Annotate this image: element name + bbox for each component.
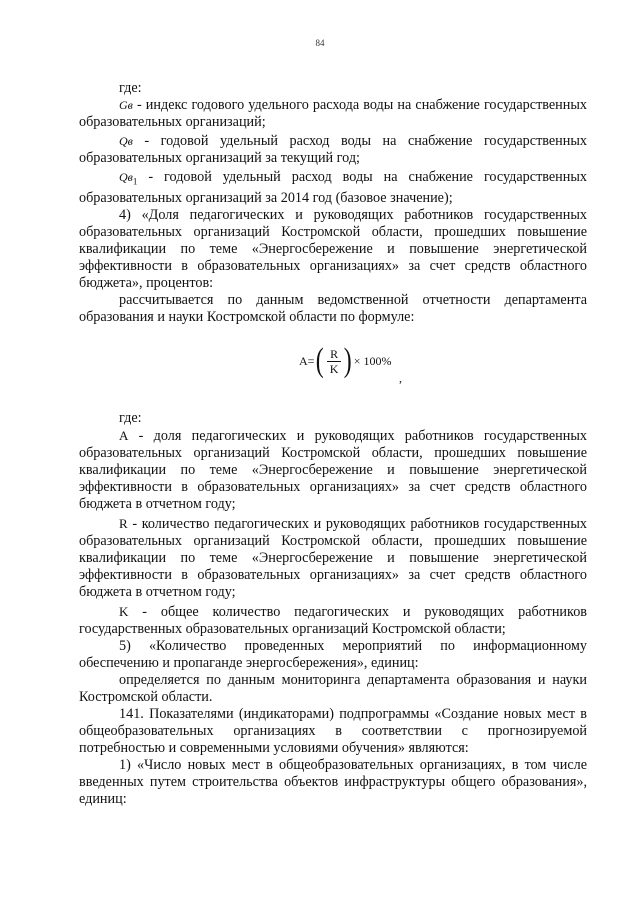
a-definition xyxy=(79,427,587,513)
a-symbol: A xyxy=(119,428,129,444)
gv-definition xyxy=(79,97,587,131)
where-label: где: xyxy=(119,80,142,96)
qv1-definition xyxy=(79,169,587,207)
document-body xyxy=(79,80,587,808)
item-5: 5) «Количество проведенных мероприятий по информационному обеспечению и пропаганде энергосбережения», единиц: xyxy=(79,638,587,672)
formula-comma: , xyxy=(399,371,402,386)
item-4: 4) «Доля педагогических и руководящих работников государственных образовательных организаций Костромской области, прошедших повышение квалификации по теме «Энергосбережение и повышение энергетической эффективности в образовательных организациях» за счет средств областного бюджета», процентов: xyxy=(79,207,587,292)
r-symbol: R xyxy=(119,516,128,532)
qv-symbol: Qв xyxy=(119,134,133,148)
page-number: 84 xyxy=(315,38,325,48)
gv-text: - индекс годового удельного расхода воды на снабжение государственных образовательных организаций; xyxy=(79,97,587,130)
monitoring-method: определяется по данным мониторинга департамента образования и науки Костромской области. xyxy=(79,672,587,706)
paragraph-141: 141. Показателями (индикаторами) подпрограммы «Создание новых мест в общеобразовательных организациях в соответствии с прогнозируемой потребностью и современными условиями обучения» являются: xyxy=(79,706,587,757)
formula-expression xyxy=(299,344,392,378)
k-text: - общее количество педагогических и руководящих работников государственных образовательных организаций Костромской области; xyxy=(79,604,587,638)
formula-fraction xyxy=(327,347,342,376)
qv-text: - годовой удельный расход воды на снабжение государственных образовательных организаций за текущий год; xyxy=(79,133,587,166)
a-text: - доля педагогических и руководящих работников государственных образовательных организаций Костромской области, прошедших повышение квалификации по теме «Энергосбережение и повышение энергетической эффективности в образовательных организациях» за счет средств областного бюджета в отчетном году; xyxy=(79,428,587,513)
item-1: 1) «Число новых мест в общеобразовательных организациях, в том числе введенных путем строительства объектов инфраструктуры общего образования», единиц: xyxy=(79,757,587,808)
formula-lhs: A= xyxy=(299,353,315,368)
r-definition xyxy=(79,515,587,601)
k-symbol: K xyxy=(119,604,129,620)
formula-rhs: × 100% xyxy=(353,353,392,368)
k-definition xyxy=(79,603,587,638)
gv-symbol: Gв xyxy=(119,98,133,112)
qv1-symbol xyxy=(119,170,138,187)
calc-method: рассчитывается по данным ведомственной отчетности департамента образования и науки Костромской области по формуле: xyxy=(79,292,587,326)
qv1-symbol-main: Qв xyxy=(119,170,133,184)
r-text: - количество педагогических и руководящих работников государственных образовательных организаций Костромской области, прошедших повышение квалификации по теме «Энергосбережение и повышение энергетической эффективности в образовательных организациях» за счет средств областного бюджета в отчетном году; xyxy=(79,516,587,601)
qv1-text: - годовой удельный расход воды на снабжение государственных образовательных организаций за 2014 год (базовое значение); xyxy=(79,169,587,207)
formula-denominator: K xyxy=(329,361,339,376)
formula-numerator: R xyxy=(327,347,341,362)
qv1-symbol-subscript: 1 xyxy=(132,176,138,187)
where-label-2: где: xyxy=(119,410,142,427)
formula xyxy=(79,340,587,392)
qv-definition xyxy=(79,133,587,167)
formula-right-paren: ) xyxy=(344,342,353,380)
formula-left-paren: ( xyxy=(316,342,325,380)
